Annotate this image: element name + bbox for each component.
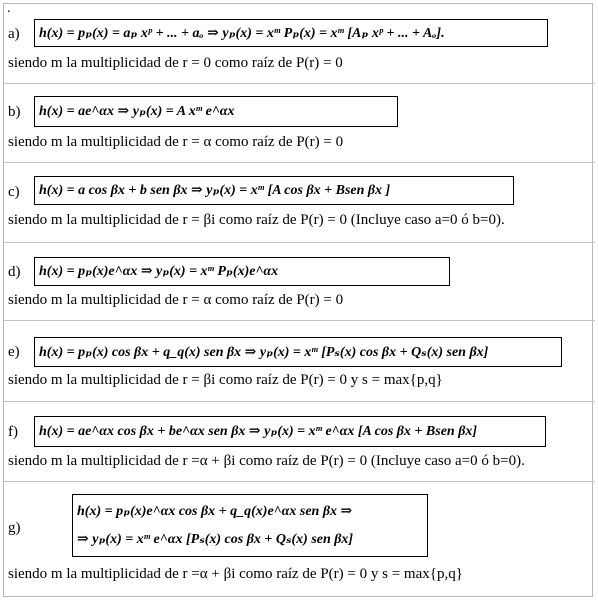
item-a-description: siendo m la multiplicidad de r = 0 como raíz de P(r) = 0 (8, 55, 343, 71)
item-c-description: siendo m la multiplicidad de r = βi como raíz de P(r) = 0 (Incluye caso a=0 ó b=0). (8, 212, 505, 228)
item-g-formula-line1: h(x) = pₚ(x)e^αx cos βx + q_q(x)e^αx sen βx ⇒ (77, 503, 353, 519)
item-g-formula (72, 494, 428, 557)
separator (3, 320, 595, 321)
item-f-formula: h(x) = ae^αx cos βx + be^αx sen βx ⇒ yₚ(x) = xᵐ e^αx [A cos βx + Bsen βx] (34, 416, 546, 447)
item-d-description: siendo m la multiplicidad de r = α como raíz de P(r) = 0 (8, 292, 344, 308)
item-e-description: siendo m la multiplicidad de r = βi como raíz de P(r) = 0 y s = max{p,q} (8, 372, 443, 388)
item-e-letter: e) (8, 344, 20, 360)
item-a-letter: a) (8, 26, 20, 42)
separator (3, 242, 595, 243)
item-a-formula: h(x) = pₚ(x) = aₚ xᵖ + ... + aₒ ⇒ yₚ(x) = xᵐ Pₚ(x) = xᵐ [Aₚ xᵖ + ... + Aₒ]. (34, 19, 548, 47)
separator (3, 162, 595, 163)
item-f-description: siendo m la multiplicidad de r =α + βi como raíz de P(r) = 0 (Incluye caso a=0 ó b=0). (8, 453, 525, 469)
item-b-letter: b) (8, 104, 21, 120)
item-d-formula: h(x) = pₚ(x)e^αx ⇒ yₚ(x) = xᵐ Pₚ(x)e^αx (34, 257, 450, 286)
item-b-formula: h(x) = ae^αx ⇒ yₚ(x) = A xᵐ e^αx (34, 96, 398, 127)
item-e-formula: h(x) = pₚ(x) cos βx + q_q(x) sen βx ⇒ yₚ(x) = xᵐ [Pₛ(x) cos βx + Qₛ(x) sen βx] (34, 337, 562, 367)
item-b-description: siendo m la multiplicidad de r = α como raíz de P(r) = 0 (8, 134, 344, 150)
separator (3, 401, 595, 402)
item-c-formula: h(x) = a cos βx + b sen βx ⇒ yₚ(x) = xᵐ [A cos βx + Bsen βx ] (34, 176, 514, 205)
item-f-letter: f) (8, 424, 18, 440)
separator (3, 481, 595, 482)
item-g-letter: g) (8, 520, 21, 536)
item-g-description: siendo m la multiplicidad de r =α + βi como raíz de P(r) = 0 y s = max{p,q} (8, 566, 463, 582)
item-g-formula-line2: ⇒ yₚ(x) = xᵐ e^αx [Pₛ(x) cos βx + Qₛ(x) sen βx] (77, 531, 354, 547)
item-c-letter: c) (8, 184, 20, 200)
separator (3, 83, 595, 84)
item-d-letter: d) (8, 264, 21, 280)
bullet-dot: . (7, 1, 11, 16)
